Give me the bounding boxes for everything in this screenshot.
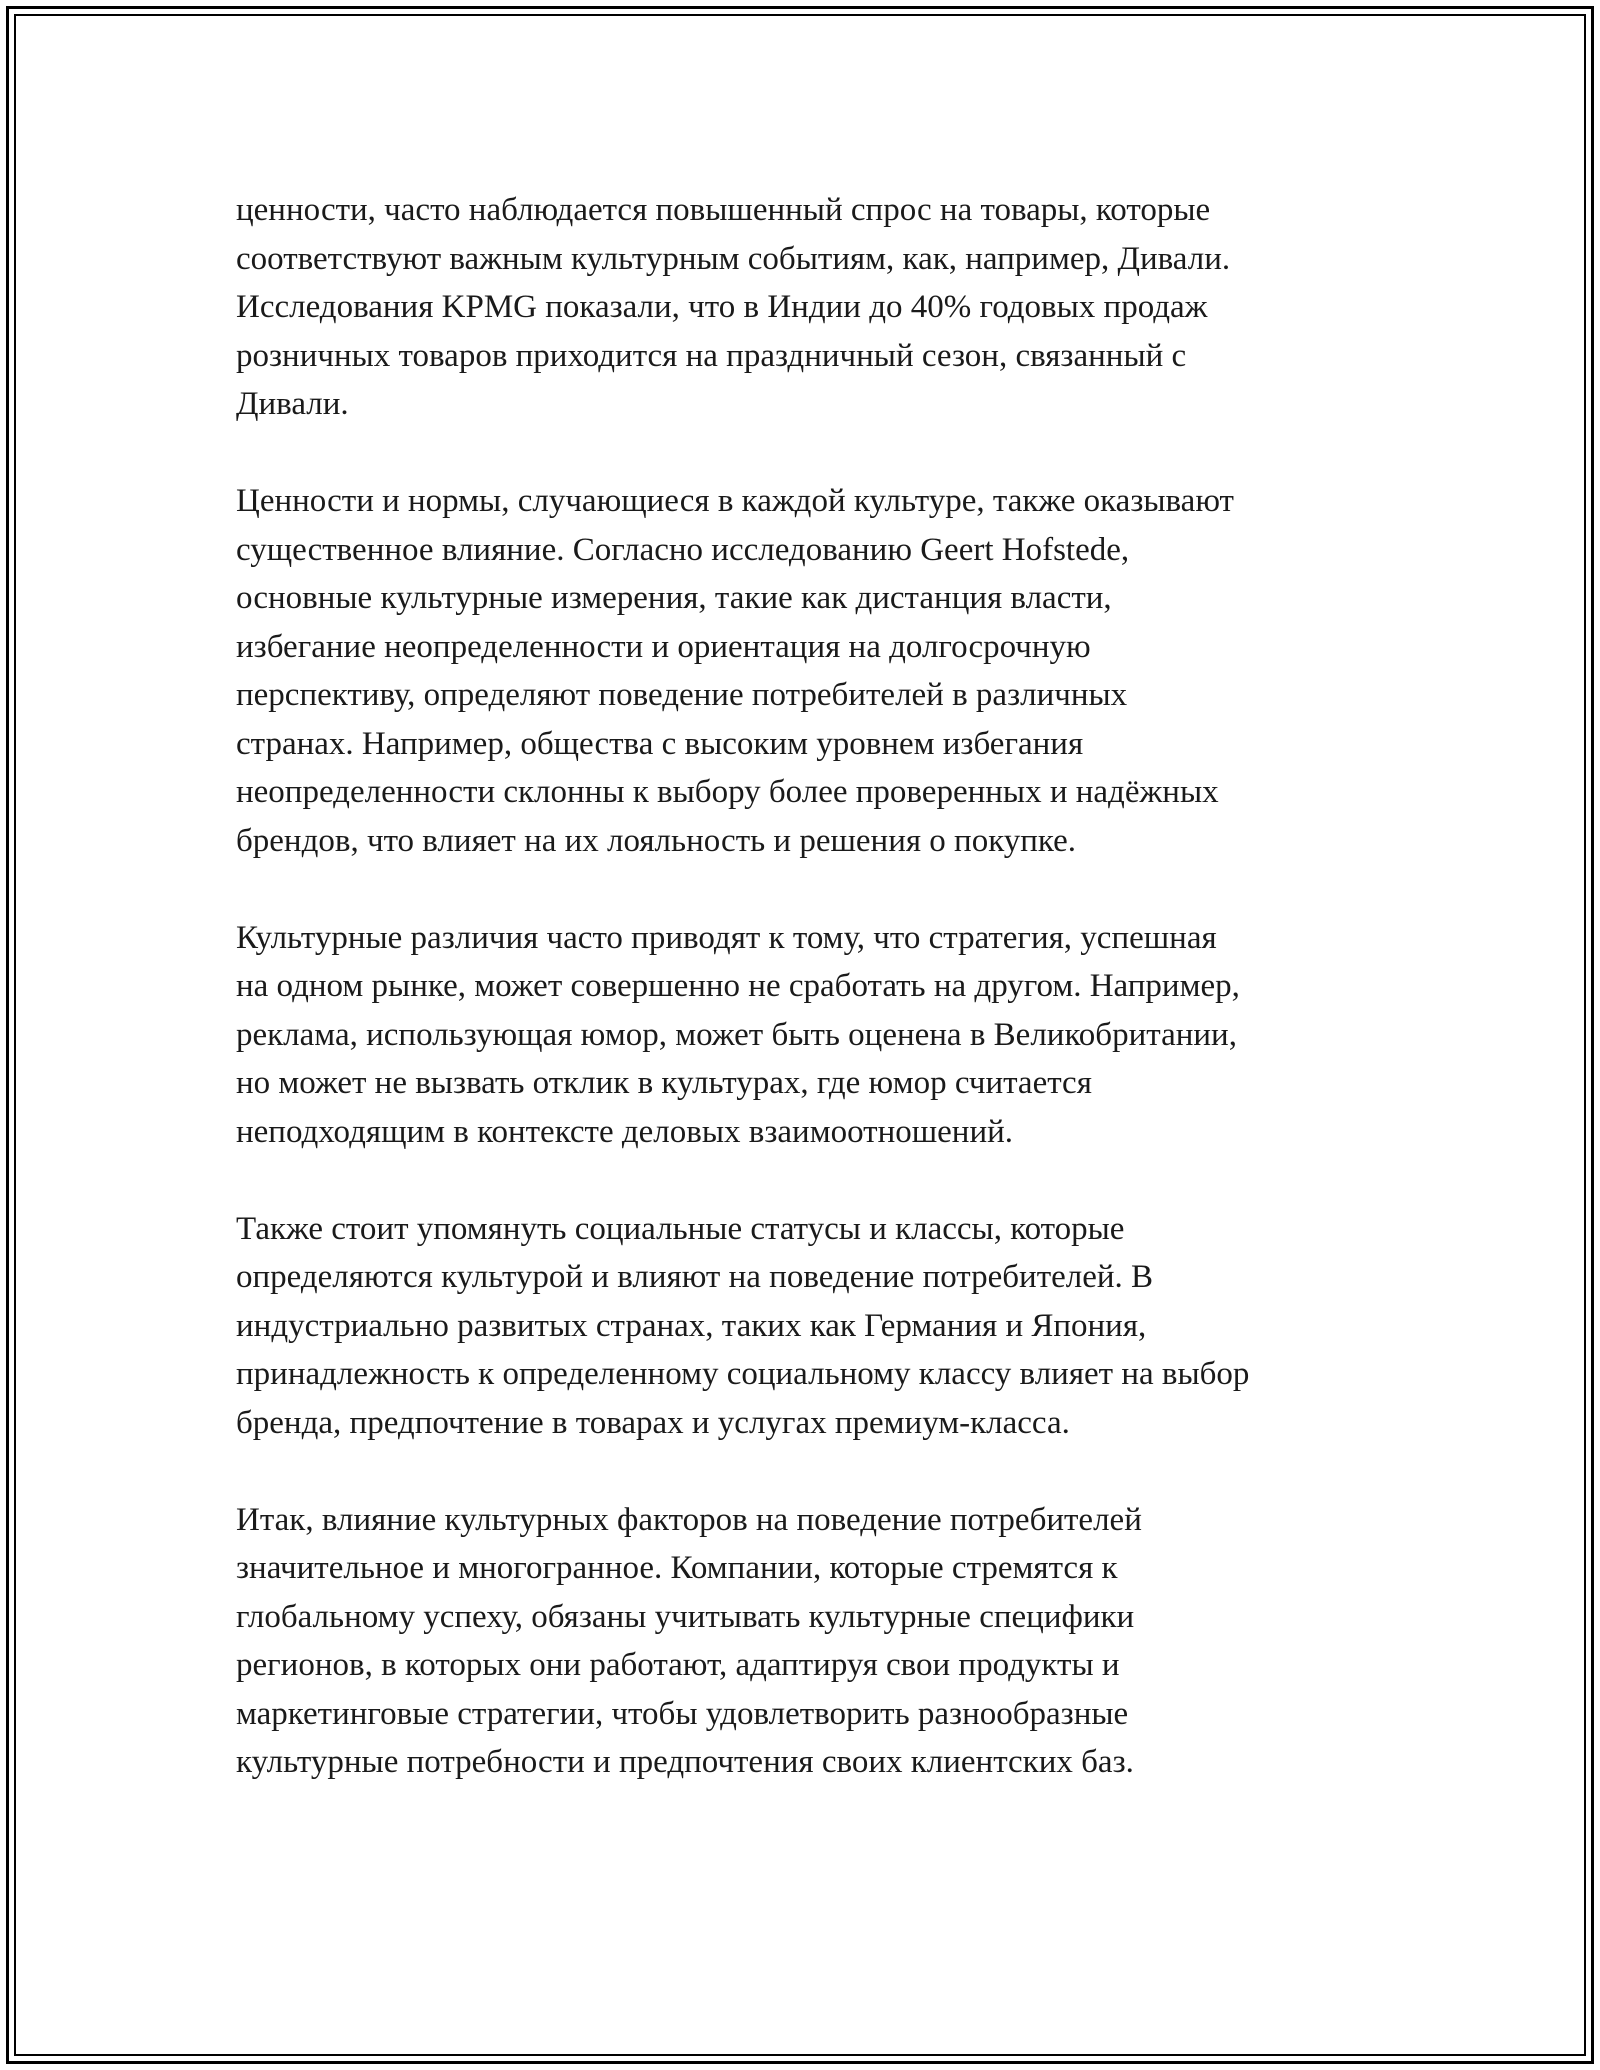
text-line: Ценности и нормы, случающиеся в каждой культуре, также оказывают [236,483,1234,519]
text-line: бренда, предпочтение в товарах и услугах премиум-класса. [236,1404,1070,1441]
text-line: основные культурные измерения, такие как дистанция власти, [236,580,1112,616]
text-line: принадлежность к определенному социальному классу влияет на выбор [236,1356,1250,1392]
text-line: реклама, использующая юмор, может быть оценена в Великобритании, [236,1016,1237,1053]
text-line: Исследования KPMG показали, что в Индии до 40% годовых продаж [236,289,1208,325]
document-body [236,186,1386,1787]
text-line: брендов, что влияет на их лояльность и решения о покупке. [236,822,1077,859]
text-line: Итак, влияние культурных факторов на поведение потребителей [236,1501,1142,1538]
text-line: глобальному успеху, обязаны учитывать культурные специфики [236,1598,1135,1635]
text-line: значительное и многогранное. Компании, которые стремятся к [236,1550,1118,1586]
text-line: Дивали. [236,386,349,422]
paragraph-3 [236,914,1386,1157]
text-line: перспективу, определяют поведение потребителей в различных [236,677,1128,713]
text-line: розничных товаров приходится на праздничный сезон, связанный с [236,337,1187,374]
text-line: культурные потребности и предпочтения своих клиентских баз. [236,1744,1134,1780]
text-line: ценности, часто наблюдается повышенный спрос на товары, которые [236,192,1211,228]
text-line: соответствуют важным культурным событиям, как, например, Дивали. [236,240,1231,277]
paragraph-2 [236,477,1386,865]
text-line: определяются культурой и влияют на поведение потребителей. В [236,1259,1154,1295]
text-line: странах. Например, общества с высоким уровнем избегания [236,725,1084,762]
text-line: Культурные различия часто приводят к тому, что стратегия, успешная [236,919,1217,956]
text-line: неопределенности склонны к выбору более проверенных и надёжных [236,774,1219,810]
text-line: регионов, в которых они работают, адаптируя свои продукты и [236,1647,1120,1683]
text-line: избегание неопределенности и ориентация на долгосрочную [236,628,1091,665]
text-line: на одном рынке, может совершенно не сработать на другом. Например, [236,968,1240,1004]
text-line: существенное влияние. Согласно исследованию Geert Hofstede, [236,531,1130,568]
text-line: индустриально развитых странах, таких как Германия и Япония, [236,1307,1147,1344]
text-line: Также стоит упомянуть социальные статусы и классы, которые [236,1210,1125,1247]
text-line: маркетинговые стратегии, чтобы удовлетворить разнообразные [236,1695,1129,1732]
paragraph-5 [236,1496,1386,1787]
paragraph-1 [236,186,1386,429]
text-line: неподходящим в контексте деловых взаимоотношений. [236,1113,1014,1150]
paragraph-4 [236,1205,1386,1448]
text-line: но может не вызвать отклик в культурах, где юмор считается [236,1065,1092,1101]
